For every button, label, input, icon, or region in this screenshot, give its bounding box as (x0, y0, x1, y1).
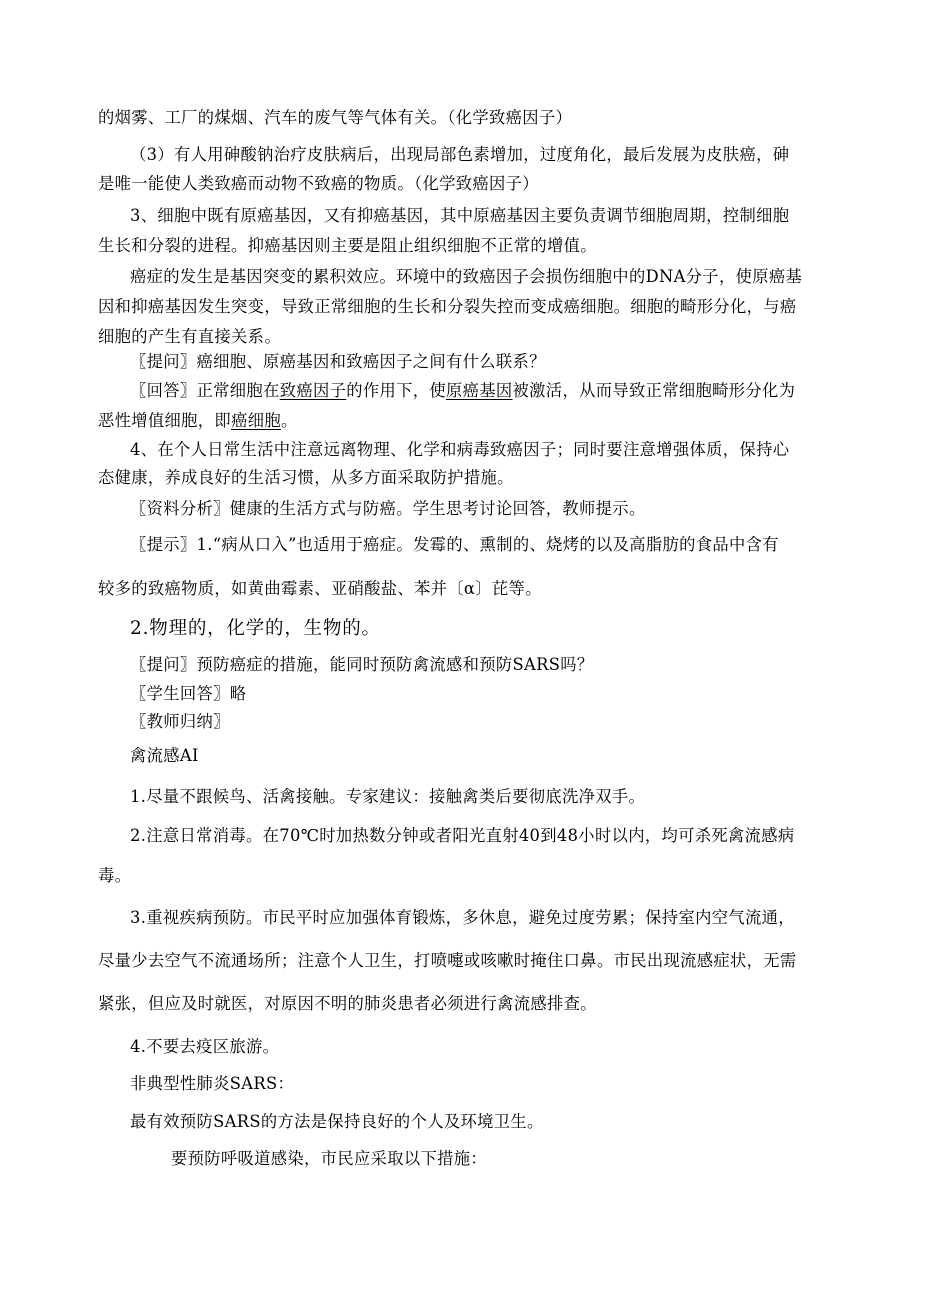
underlined-term: 癌细胞 (231, 411, 281, 430)
question-line: 〖提问〗预防癌症的措施，能同时预防禽流感和预防SARS吗？ (130, 655, 594, 674)
section-title: 禽流感AI (130, 746, 199, 765)
answer-text: 恶性增值细胞，即 (98, 411, 232, 430)
paragraph-line: 4、在个人日常生活中注意远离物理、化学和病毒致癌因子；同时要注意增强体质，保持心 (130, 440, 790, 459)
paragraph-line: 要预防呼吸道感染，市民应采取以下措施： (171, 1149, 487, 1168)
paragraph-line: 3、细胞中既有原癌基因，又有抑癌基因，其中原癌基因主要负责调节细胞周期，控制细胞 (130, 206, 790, 225)
answer-text: 的作用下，使 (346, 381, 447, 400)
paragraph-line: 〖资料分析〗健康的生活方式与防癌。学生思考讨论回答，教师提示。 (130, 499, 646, 518)
paragraph-line: 2.物理的，化学的，生物的。 (130, 618, 381, 639)
underlined-term: 致癌因子 (279, 381, 347, 400)
paragraph-line: 癌症的发生是基因突变的累积效应。环境中的致癌因子会损伤细胞中的DNA分子，使原癌基 (130, 267, 803, 286)
list-item-continued: 尽量少去空气不流通场所；注意个人卫生，打喷嚏或咳嗽时掩住口鼻。市民出现流感症状，无需 (98, 951, 797, 970)
list-item: 2.注意日常消毒。在70℃时加热数分钟或者阳光直射40到48小时以内，均可杀死禽流感病 (130, 826, 795, 845)
paragraph-line: 的烟雾、工厂的煤烟、汽车的废气等气体有关。（化学致癌因子） (98, 108, 573, 127)
section-title: 非典型性肺炎SARS： (130, 1074, 295, 1093)
paragraph-line: 因和抑癌基因发生突变，导致正常细胞的生长和分裂失控而变成癌细胞。细胞的畸形分化，与癌 (98, 297, 797, 316)
list-item: 1.尽量不跟候鸟、活禽接触。专家建议：接触禽类后要彻底洗净双手。 (130, 787, 646, 806)
answer-line (98, 409, 868, 433)
paragraph-line: 最有效预防SARS的方法是保持良好的个人及环境卫生。 (130, 1112, 544, 1131)
paragraph-line: 态健康，养成良好的生活习惯，从多方面采取防护措施。 (98, 468, 514, 487)
question-line: 〖提问〗癌细胞、原癌基因和致癌因子之间有什么联系？ (130, 352, 546, 371)
answer-text: 〖回答〗正常细胞在 (130, 381, 280, 400)
paragraph-line: 生长和分裂的进程。抑癌基因则主要是阻止组织细胞不正常的增值。 (98, 236, 597, 255)
list-item: 3.重视疾病预防。市民平时应加强体育锻炼，多休息，避免过度劳累；保持室内空气流通， (130, 908, 795, 927)
summary-heading: 〖教师归纳〗 (130, 712, 230, 731)
paragraph-line: 细胞的产生有直接关系。 (98, 327, 281, 346)
answer-line (130, 379, 900, 403)
paragraph-line: 较多的致癌物质，如黄曲霉素、亚硝酸盐、苯并〔α〕芘等。 (98, 579, 542, 598)
list-item: 4.不要去疫区旅游。 (130, 1037, 280, 1056)
paragraph-line: 〖提示〗1.“病从口入”也适用于癌症。发霉的、熏制的、烧烤的以及高脂肪的食品中含有 (130, 535, 779, 554)
list-item-continued: 紧张，但应及时就医，对原因不明的肺炎患者必须进行禽流感排查。 (98, 994, 597, 1013)
answer-text: 被激活，从而导致正常细胞畸形分化为 (512, 381, 796, 400)
list-item-continued: 毒。 (98, 866, 132, 885)
paragraph-line: 是唯一能使人类致癌而动物不致癌的物质。（化学致癌因子） (98, 174, 539, 193)
underlined-term: 原癌基因 (446, 381, 513, 400)
answer-text: 。 (280, 411, 298, 430)
answer-line: 〖学生回答〗略 (130, 684, 247, 703)
paragraph-line: （3）有人用砷酸钠治疗皮肤病后，出现局部色素增加，过度角化，最后发展为皮肤癌，砷 (130, 145, 790, 164)
